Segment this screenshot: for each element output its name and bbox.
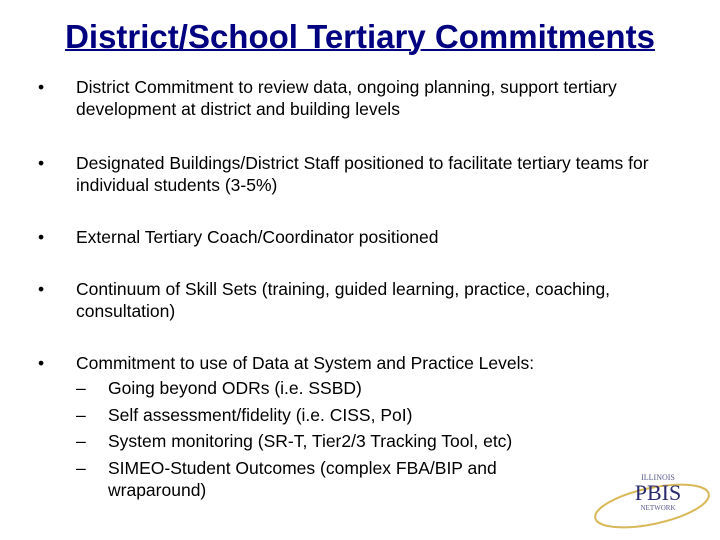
- bullet-icon: •: [38, 77, 45, 97]
- dash-icon: –: [76, 378, 86, 398]
- svg-text:ILLINOIS: ILLINOIS: [641, 473, 675, 482]
- bullet-text: Continuum of Skill Sets (training, guided learning, practice, coaching, consultation): [76, 279, 611, 321]
- sub-bullet-text: SIMEO-Student Outcomes (complex FBA/BIP and wraparound): [108, 458, 497, 500]
- svg-text:PBIS: PBIS: [634, 480, 682, 505]
- dash-icon: –: [76, 431, 86, 451]
- bullet-3: [38, 226, 676, 248]
- sub-bullet-3: [76, 430, 578, 452]
- bullet-text: External Tertiary Coach/Coordinator positioned: [76, 227, 439, 247]
- sub-bullet-text: System monitoring (SR-T, Tier2/3 Tracking Tool, etc): [108, 431, 513, 451]
- sub-bullet-4: [76, 457, 578, 501]
- bullet-2: [38, 152, 676, 196]
- bullet-text: District Commitment to review data, ongoing planning, support tertiary development at district and building levels: [76, 77, 617, 119]
- illinois-pbis-logo: [592, 470, 714, 530]
- bullet-1: [38, 76, 676, 120]
- bullet-5: [38, 352, 676, 374]
- bullet-icon: •: [38, 353, 45, 373]
- bullet-4: [38, 278, 676, 322]
- bullet-icon: •: [38, 227, 45, 247]
- dash-icon: –: [76, 458, 86, 478]
- bullet-text: Designated Buildings/District Staff positioned to facilitate tertiary teams for individual students (3-5%): [76, 153, 649, 195]
- sub-bullet-1: [76, 377, 578, 399]
- bullet-icon: •: [38, 153, 45, 173]
- svg-text:NETWORK: NETWORK: [640, 504, 676, 512]
- sub-bullet-2: [76, 404, 578, 426]
- sub-bullet-text: Self assessment/fidelity (i.e. CISS, PoI): [108, 405, 413, 425]
- slide-title: District/School Tertiary Commitments: [65, 18, 655, 55]
- dash-icon: –: [76, 405, 86, 425]
- bullet-text: Commitment to use of Data at System and Practice Levels:: [76, 353, 535, 373]
- sub-bullet-text: Going beyond ODRs (i.e. SSBD): [108, 378, 362, 398]
- bullet-icon: •: [38, 279, 45, 299]
